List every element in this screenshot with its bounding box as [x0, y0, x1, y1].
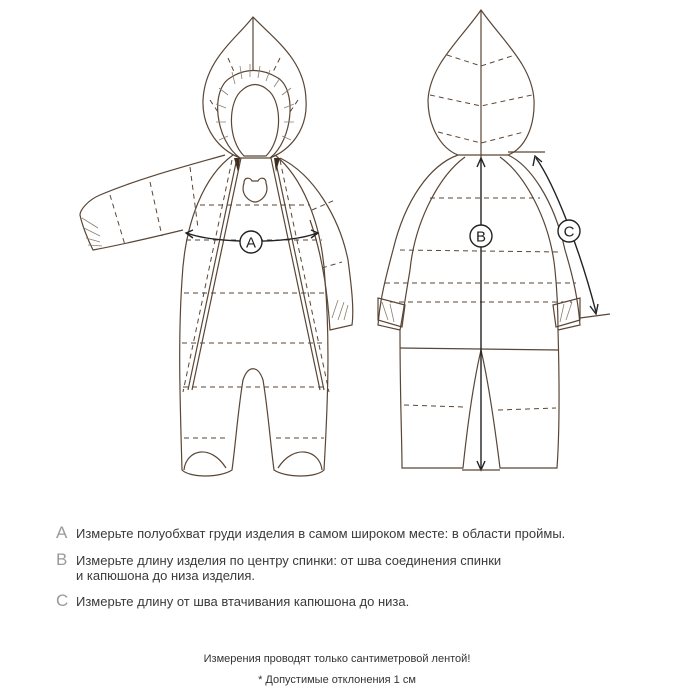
measure-label-c: C [563, 223, 575, 241]
legend-text-continued: и капюшона до низа изделия. [76, 568, 256, 583]
measure-label-a: A [245, 234, 257, 252]
legend-item-c [56, 592, 656, 610]
measure-label-b: B [475, 228, 487, 246]
measurement-note: Измерения проводят только сантиметровой лентой! [203, 653, 471, 665]
measurement-legend [56, 524, 656, 619]
tolerance-note: * Допустимые отклонения 1 см [258, 674, 416, 686]
legend-item-a [56, 524, 656, 542]
legend-text: Измерьте длину от шва втачивания капюшона до низа. [76, 594, 410, 609]
front-view [80, 17, 353, 476]
legend-letter: C [56, 591, 69, 610]
legend-item-b [56, 551, 656, 583]
legend-letter: B [56, 550, 68, 569]
legend-text: Измерьте длину изделия по центру спинки: от шва соединения спинки [76, 553, 502, 568]
legend-letter: A [56, 523, 68, 542]
legend-text: Измерьте полуобхват груди изделия в самом широком месте: в области проймы. [76, 526, 566, 541]
back-view [378, 10, 610, 470]
